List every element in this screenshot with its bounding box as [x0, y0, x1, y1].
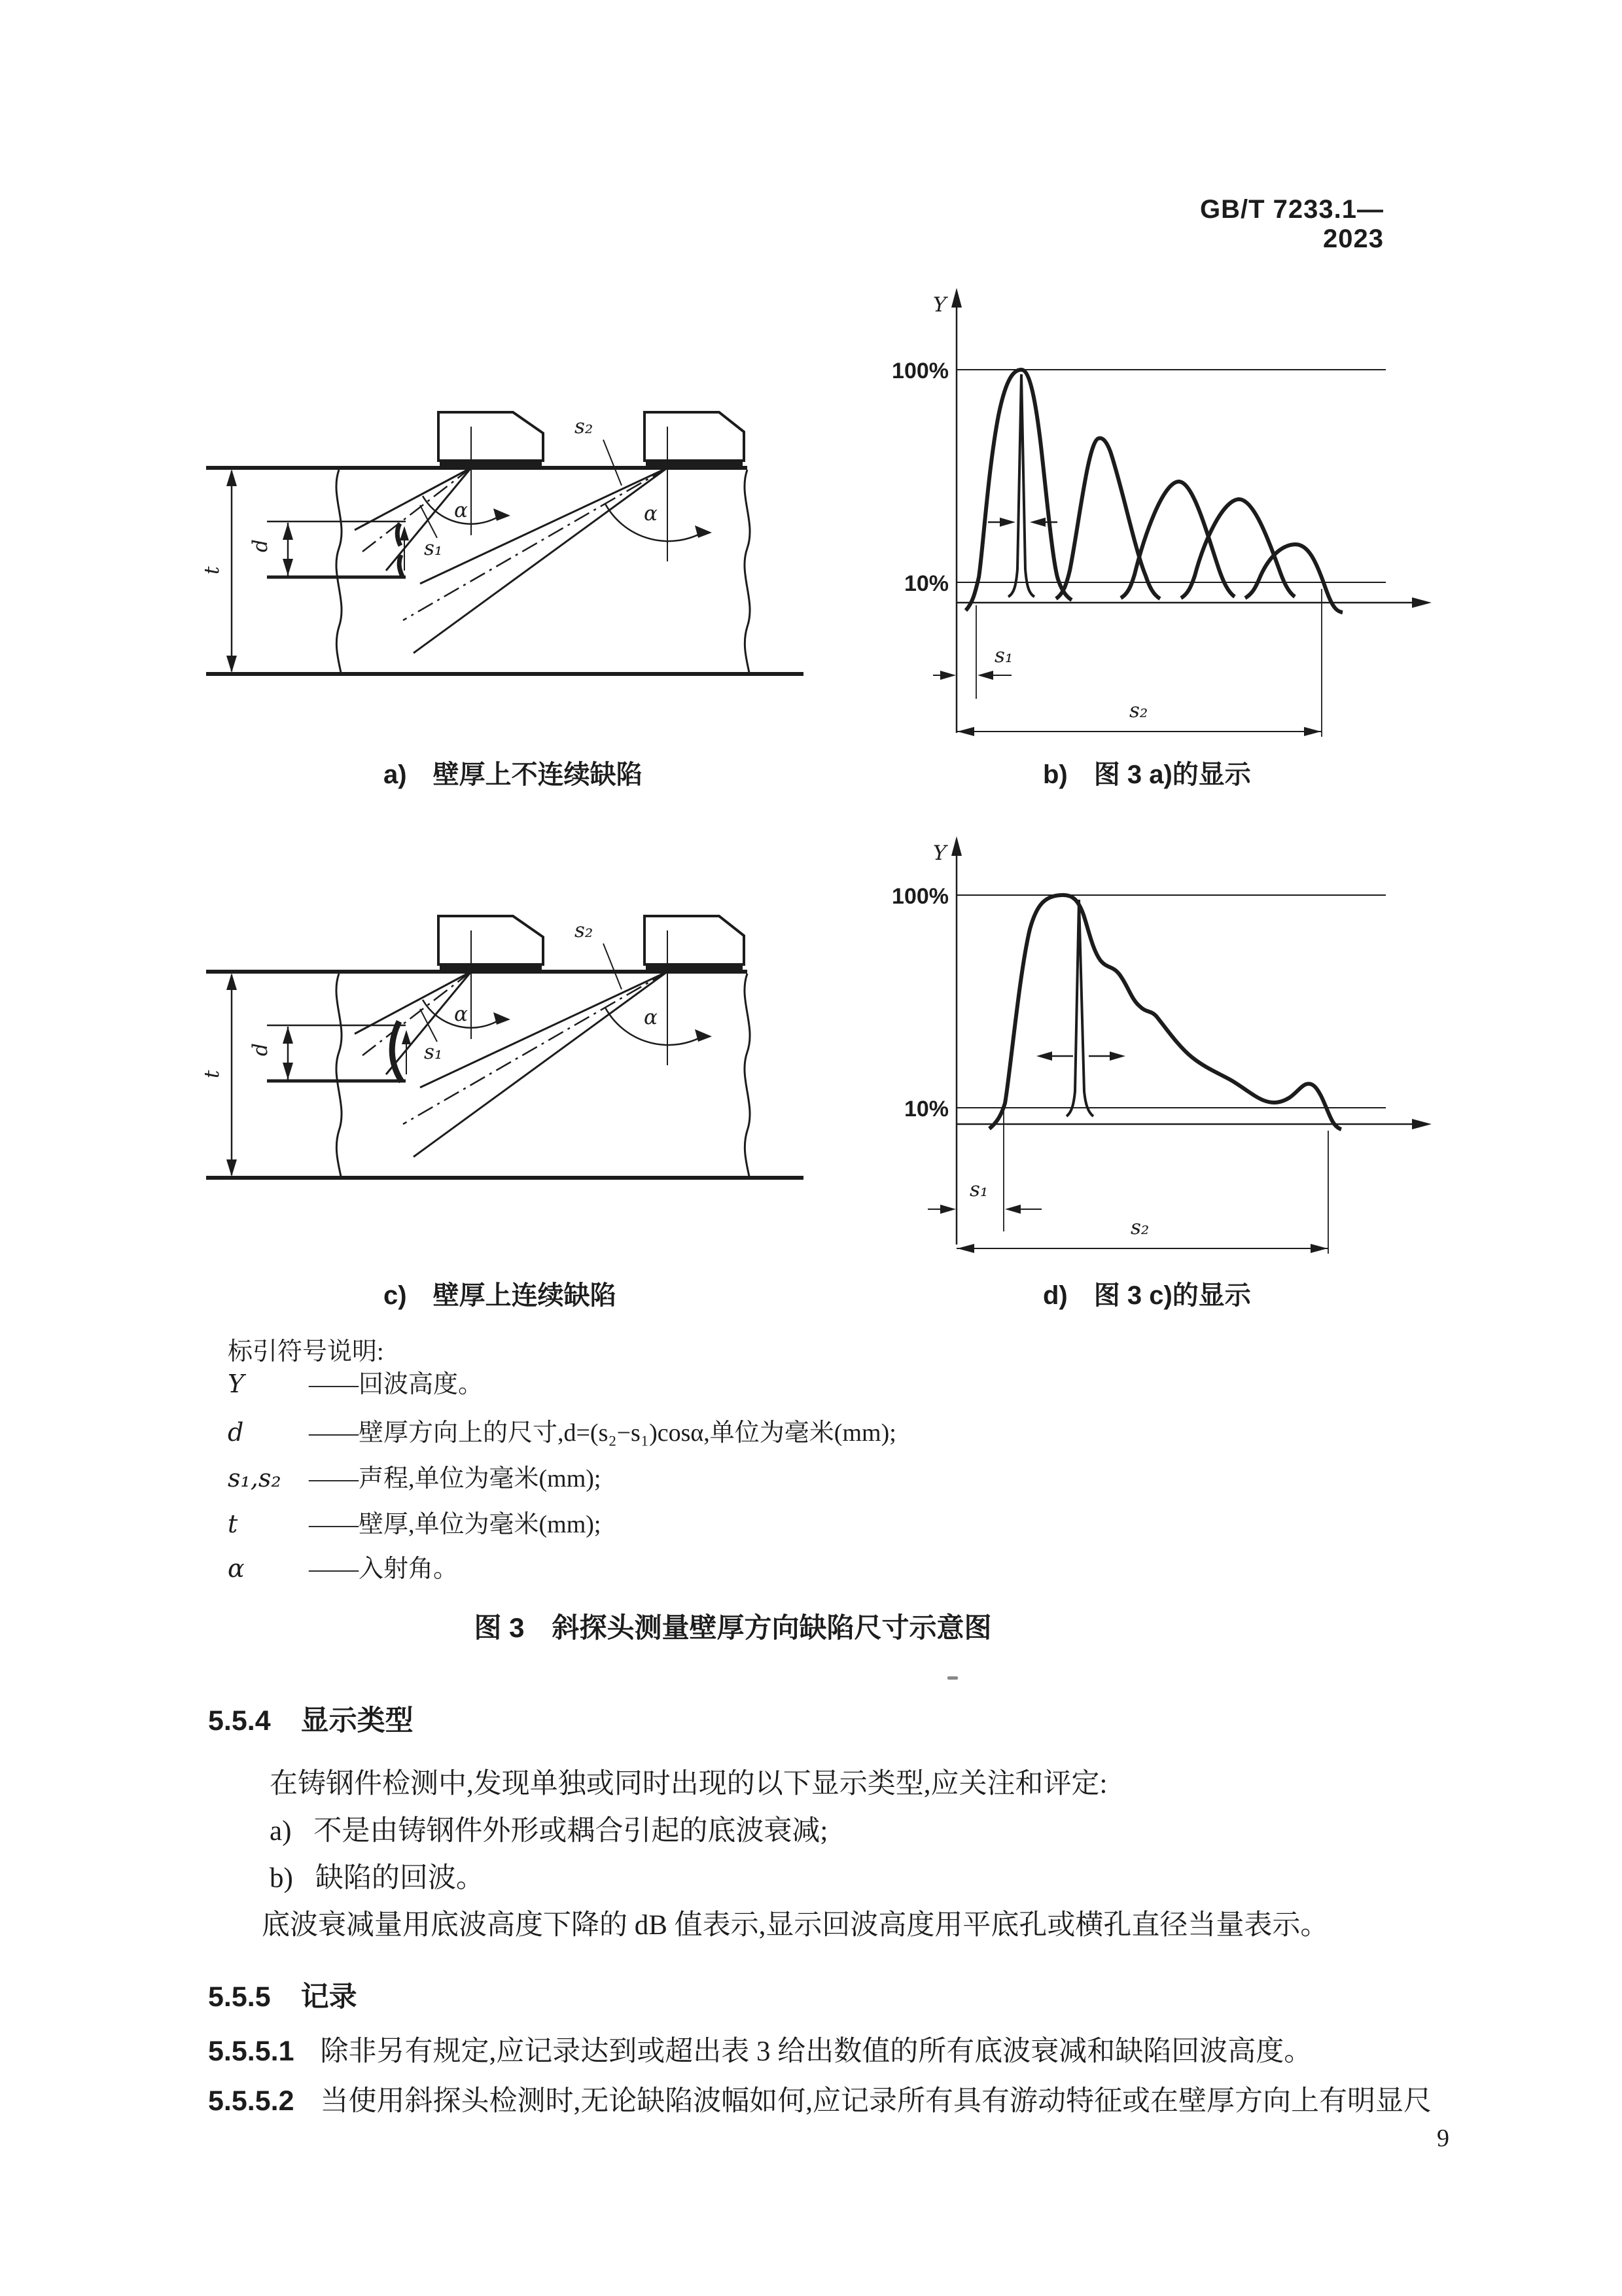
paragraph-5-5-5-1 [208, 2034, 1312, 2070]
legend-row-t [228, 1504, 601, 1540]
angle-probe-left [438, 412, 543, 465]
angle-probe-right [644, 916, 744, 968]
section-number: 5.5.4 [208, 1705, 271, 1737]
paragraph-attenuation-expression: 底波衰减量用底波高度下降的 dB 值表示,显示回波高度用平底孔或横孔直径当量表示。 [262, 1910, 1329, 1941]
s2-label: s₂ [574, 415, 593, 438]
dimension-t [226, 469, 237, 673]
caption-d: d) 图 3 c)的显示 [1043, 1281, 1251, 1310]
s2-leader-line [603, 944, 622, 989]
s1-dim-label: s₁ [995, 644, 1014, 667]
s2-label: s₂ [574, 919, 593, 942]
y-axis-label: Y [933, 841, 947, 865]
s1-label: s₁ [424, 1040, 443, 1064]
section-title: 显示类型 [300, 1705, 414, 1737]
echo-envelope [989, 895, 1341, 1129]
clause-number: 5.5.5.1 [208, 2036, 294, 2067]
paragraph-5-5-5-2 [208, 2083, 1432, 2119]
legend-row-d [228, 1412, 896, 1448]
paragraph-display-types-intro: 在铸钢件检测中,发现单独或同时出现的以下显示类型,应关注和评定: [270, 1769, 1108, 1799]
y-axis-label: Y [933, 293, 947, 317]
wall-section [206, 972, 803, 1178]
legend-symbol: Y [228, 1369, 245, 1398]
legend-row-alpha [228, 1548, 458, 1584]
axes [951, 836, 1432, 1245]
chart-d-echo-display-continuous [870, 779, 1472, 1263]
scan-speckle [947, 1676, 958, 1680]
echo-envelopes [966, 370, 1343, 612]
legend-desc: ——声程,单位为毫米(mm); [309, 1465, 601, 1492]
legend-symbol: d [228, 1418, 244, 1447]
legend-row-Y [228, 1364, 483, 1400]
diagram-c-wall-continuous-defect [190, 896, 831, 1263]
s2-dim-label: s₂ [1131, 1216, 1150, 1239]
clause-text: 当使用斜探头检测时,无论缺陷波幅如何,应记录所有具有游动特征或在壁厚方向上有明显尺 [320, 2086, 1432, 2117]
s2-leader-line [603, 440, 622, 486]
tick-100pct: 100% [892, 884, 949, 909]
t-label: t [200, 1070, 224, 1078]
section-5-5-5-heading [208, 1975, 357, 2015]
list-item-label: a) [270, 1816, 292, 1846]
dimension-t [226, 973, 237, 1176]
section-title: 记录 [300, 1981, 357, 2013]
legend-title: 标引符号说明: [228, 1338, 384, 1366]
d-label: d [249, 1043, 272, 1056]
alpha-label-right: α [644, 502, 658, 525]
legend-symbol: t [228, 1510, 238, 1538]
defect-continuous [392, 1021, 411, 1082]
tick-10pct: 10% [904, 1097, 949, 1122]
wall-section [206, 468, 803, 674]
figure-3-title: 图 3 斜探头测量壁厚方向缺陷尺寸示意图 [474, 1612, 992, 1643]
dimension-s1 [928, 1111, 1042, 1231]
s1-label: s₁ [424, 537, 443, 560]
alpha-label-left: α [454, 499, 468, 522]
tick-10pct: 10% [904, 571, 949, 596]
diagram-a-wall-discontinuous-defect [190, 393, 831, 759]
s2-dim-label: s₂ [1129, 699, 1148, 722]
list-item-b [270, 1861, 484, 1896]
list-item-label: b) [270, 1863, 293, 1894]
caption-c: c) 壁厚上连续缺陷 [383, 1281, 616, 1310]
legend-symbol: α [228, 1554, 245, 1583]
chart-b-echo-display-discontinuous [870, 275, 1472, 752]
list-item-a [270, 1814, 828, 1849]
caption-a: a) 壁厚上不连续缺陷 [383, 760, 643, 789]
alpha-label-right: α [644, 1006, 658, 1029]
standard-code-header: GB/T 7233.1—2023 [1199, 195, 1384, 253]
list-item-text: 缺陷的回波。 [315, 1863, 484, 1894]
page-number: 9 [1437, 2125, 1449, 2152]
angle-probe-left [438, 916, 543, 968]
legend-desc: ——壁厚,单位为毫米(mm); [309, 1511, 601, 1538]
tick-100pct: 100% [892, 359, 949, 383]
legend-row-s1s2 [228, 1458, 601, 1494]
legend-desc: ——壁厚方向上的尺寸,d=(s₂−s₁)cosα,单位为毫米(mm); [309, 1419, 896, 1447]
section-5-5-4-heading [208, 1699, 414, 1739]
clause-text: 除非另有规定,应记录达到或超出表 3 给出数值的所有底波衰减和缺陷回波高度。 [320, 2036, 1313, 2067]
t-label: t [200, 566, 224, 574]
clause-number: 5.5.5.2 [208, 2085, 294, 2117]
alpha-label-left: α [454, 1002, 468, 1026]
caption-b: b) 图 3 a)的显示 [1043, 760, 1251, 789]
s1-dim-label: s₁ [970, 1178, 989, 1201]
legend-symbol: s₁,s₂ [228, 1464, 281, 1492]
legend-desc: ——入射角。 [309, 1555, 459, 1583]
legend-desc: ——回波高度。 [309, 1371, 484, 1398]
d-label: d [249, 539, 272, 552]
section-number: 5.5.5 [208, 1981, 271, 2013]
angle-probe-right [644, 412, 744, 465]
list-item-text: 不是由铸钢件外形或耦合引起的底波衰减; [313, 1816, 828, 1846]
